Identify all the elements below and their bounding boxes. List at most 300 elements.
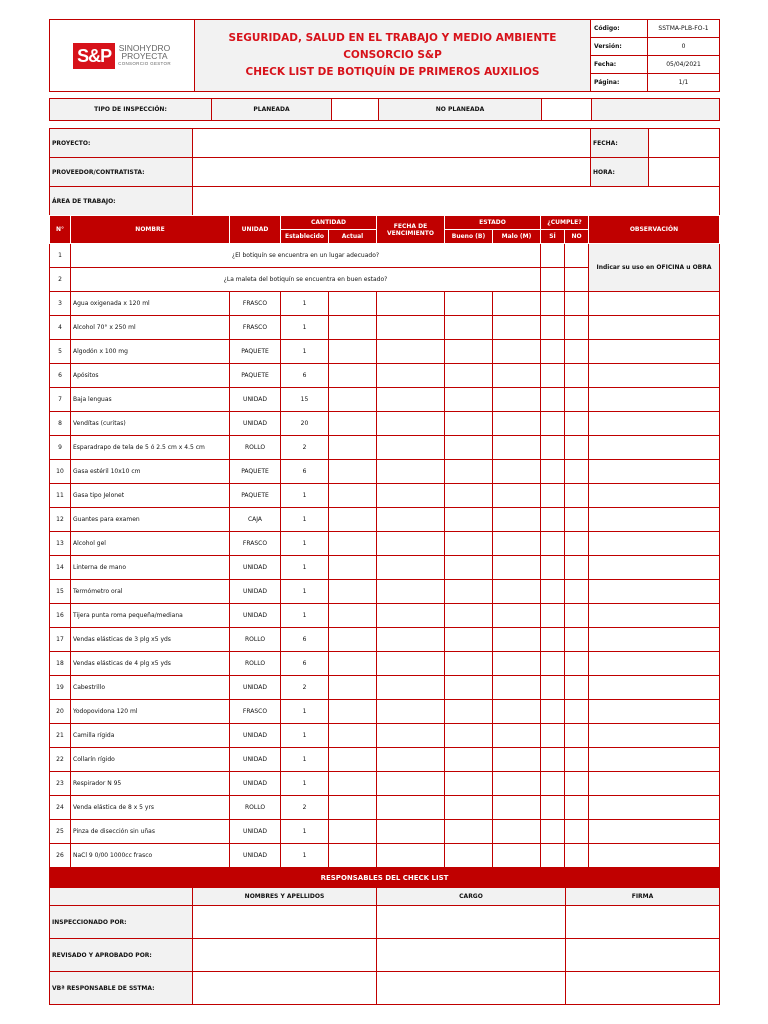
row-number: 21 (50, 724, 71, 748)
row-number: 9 (50, 436, 71, 460)
item-bad-field[interactable] (493, 436, 541, 460)
item-established: 6 (281, 628, 329, 652)
no-cell[interactable] (565, 268, 589, 292)
item-bad-field[interactable] (493, 556, 541, 580)
question-text: ¿La maleta del botiquín se encuentra en buen estado? (71, 268, 541, 292)
item-expiry-field[interactable] (377, 628, 445, 652)
inspection-type-row (49, 98, 720, 121)
row-number: 13 (50, 532, 71, 556)
item-actual-field[interactable] (329, 628, 377, 652)
item-no-field[interactable] (565, 484, 589, 508)
item-observation-field[interactable] (589, 412, 720, 436)
item-good-field[interactable] (445, 292, 493, 316)
item-name: Pinza de disección sin uñas (71, 820, 230, 844)
item-established: 2 (281, 796, 329, 820)
item-observation-field[interactable] (589, 436, 720, 460)
item-bad-field[interactable] (493, 676, 541, 700)
item-row (50, 460, 720, 484)
item-actual-field[interactable] (329, 508, 377, 532)
item-no-field[interactable] (565, 700, 589, 724)
item-unit: PAQUETE (230, 484, 281, 508)
row-number: 10 (50, 460, 71, 484)
item-row (50, 556, 720, 580)
item-unit: FRASCO (230, 532, 281, 556)
item-actual-field[interactable] (329, 388, 377, 412)
item-actual-field[interactable] (329, 436, 377, 460)
item-good-field[interactable] (445, 412, 493, 436)
item-no-field[interactable] (565, 628, 589, 652)
document-title (195, 20, 591, 92)
item-yes-field[interactable] (541, 844, 565, 868)
responsibles-table (49, 868, 720, 1005)
item-yes-field[interactable] (541, 484, 565, 508)
item-good-field[interactable] (445, 436, 493, 460)
item-good-field[interactable] (445, 532, 493, 556)
project-info (49, 128, 720, 216)
item-no-field[interactable] (565, 604, 589, 628)
item-no-field[interactable] (565, 556, 589, 580)
item-row (50, 316, 720, 340)
item-bad-field[interactable] (493, 844, 541, 868)
item-actual-field[interactable] (329, 460, 377, 484)
header-unit: UNIDAD (230, 216, 281, 244)
no-cell[interactable] (565, 244, 589, 268)
item-no-field[interactable] (565, 748, 589, 772)
item-actual-field[interactable] (329, 532, 377, 556)
item-good-field[interactable] (445, 316, 493, 340)
item-established: 20 (281, 412, 329, 436)
date-label: FECHA: (591, 129, 649, 158)
time-field[interactable] (649, 158, 720, 187)
sstma-name-field[interactable] (193, 972, 377, 1005)
item-yes-field[interactable] (541, 340, 565, 364)
item-expiry-field[interactable] (377, 292, 445, 316)
header-no-answer: NO (565, 230, 589, 244)
item-established: 1 (281, 556, 329, 580)
item-bad-field[interactable] (493, 460, 541, 484)
yes-cell[interactable] (541, 268, 565, 292)
item-observation-field[interactable] (589, 532, 720, 556)
item-observation-field[interactable] (589, 556, 720, 580)
item-good-field[interactable] (445, 556, 493, 580)
item-unit: PAQUETE (230, 364, 281, 388)
item-unit: UNIDAD (230, 604, 281, 628)
item-yes-field[interactable] (541, 772, 565, 796)
item-no-field[interactable] (565, 796, 589, 820)
item-observation-field[interactable] (589, 796, 720, 820)
item-established: 6 (281, 460, 329, 484)
item-expiry-field[interactable] (377, 436, 445, 460)
item-yes-field[interactable] (541, 676, 565, 700)
item-bad-field[interactable] (493, 412, 541, 436)
item-good-field[interactable] (445, 364, 493, 388)
row-number: 23 (50, 772, 71, 796)
role-header: CARGO (377, 888, 566, 906)
item-bad-field[interactable] (493, 748, 541, 772)
project-field[interactable] (193, 129, 591, 158)
item-good-field[interactable] (445, 676, 493, 700)
item-yes-field[interactable] (541, 412, 565, 436)
item-name: Camilla rígida (71, 724, 230, 748)
item-yes-field[interactable] (541, 532, 565, 556)
item-bad-field[interactable] (493, 388, 541, 412)
item-expiry-field[interactable] (377, 724, 445, 748)
item-expiry-field[interactable] (377, 508, 445, 532)
item-actual-field[interactable] (329, 724, 377, 748)
item-row (50, 580, 720, 604)
item-observation-field[interactable] (589, 508, 720, 532)
item-row (50, 772, 720, 796)
item-observation-field[interactable] (589, 604, 720, 628)
item-observation-field[interactable] (589, 700, 720, 724)
item-unit: PAQUETE (230, 460, 281, 484)
item-name: Cabestrillo (71, 676, 230, 700)
item-yes-field[interactable] (541, 652, 565, 676)
area-label: ÁREA DE TRABAJO: (50, 187, 193, 216)
item-yes-field[interactable] (541, 628, 565, 652)
item-expiry-field[interactable] (377, 772, 445, 796)
item-expiry-field[interactable] (377, 580, 445, 604)
inspected-by-label: INSPECCIONADO POR: (50, 906, 193, 939)
item-actual-field[interactable] (329, 652, 377, 676)
unplanned-checkbox[interactable] (542, 99, 592, 121)
item-name: Apósitos (71, 364, 230, 388)
item-good-field[interactable] (445, 580, 493, 604)
contractor-label: PROVEEDOR/CONTRATISTA: (50, 158, 193, 187)
item-row (50, 412, 720, 436)
sstma-role-field[interactable] (377, 972, 566, 1005)
item-yes-field[interactable] (541, 580, 565, 604)
item-no-field[interactable] (565, 844, 589, 868)
item-expiry-field[interactable] (377, 388, 445, 412)
item-good-field[interactable] (445, 484, 493, 508)
item-established: 1 (281, 532, 329, 556)
item-row (50, 484, 720, 508)
item-no-field[interactable] (565, 316, 589, 340)
item-name: Alcohol gel (71, 532, 230, 556)
signature-header: FIRMA (566, 888, 720, 906)
item-bad-field[interactable] (493, 604, 541, 628)
item-expiry-field[interactable] (377, 484, 445, 508)
item-good-field[interactable] (445, 340, 493, 364)
header-good: Bueno (B) (445, 230, 493, 244)
item-actual-field[interactable] (329, 580, 377, 604)
item-unit: UNIDAD (230, 556, 281, 580)
item-row (50, 508, 720, 532)
item-expiry-field[interactable] (377, 460, 445, 484)
item-no-field[interactable] (565, 412, 589, 436)
meta-value-date: 05/04/2021 (648, 56, 720, 74)
row-number: 8 (50, 412, 71, 436)
item-row (50, 796, 720, 820)
row-number: 6 (50, 364, 71, 388)
header-actual: Actual (329, 230, 377, 244)
row-number: 11 (50, 484, 71, 508)
item-bad-field[interactable] (493, 364, 541, 388)
item-actual-field[interactable] (329, 292, 377, 316)
item-yes-field[interactable] (541, 316, 565, 340)
meta-label-page: Página: (591, 74, 648, 92)
item-observation-field[interactable] (589, 316, 720, 340)
item-good-field[interactable] (445, 700, 493, 724)
yes-cell[interactable] (541, 244, 565, 268)
item-row (50, 652, 720, 676)
item-name: Vendítas (curitas) (71, 412, 230, 436)
item-observation-field[interactable] (589, 388, 720, 412)
item-actual-field[interactable] (329, 604, 377, 628)
item-no-field[interactable] (565, 652, 589, 676)
item-bad-field[interactable] (493, 652, 541, 676)
item-actual-field[interactable] (329, 556, 377, 580)
item-established: 2 (281, 436, 329, 460)
item-no-field[interactable] (565, 508, 589, 532)
item-good-field[interactable] (445, 724, 493, 748)
item-unit: PAQUETE (230, 340, 281, 364)
meta-value-page: 1/1 (648, 74, 720, 92)
item-established: 15 (281, 388, 329, 412)
item-unit: ROLLO (230, 628, 281, 652)
item-good-field[interactable] (445, 508, 493, 532)
item-no-field[interactable] (565, 292, 589, 316)
row-number: 5 (50, 340, 71, 364)
contractor-field[interactable] (193, 158, 591, 187)
item-yes-field[interactable] (541, 604, 565, 628)
meta-label-version: Versión: (591, 38, 648, 56)
question-text: ¿El botiquín se encuentra en un lugar adecuado? (71, 244, 541, 268)
meta-label-date: Fecha: (591, 56, 648, 74)
item-yes-field[interactable] (541, 796, 565, 820)
item-row (50, 628, 720, 652)
item-bad-field[interactable] (493, 340, 541, 364)
item-observation-field[interactable] (589, 844, 720, 868)
item-observation-field[interactable] (589, 580, 720, 604)
item-expiry-field[interactable] (377, 340, 445, 364)
item-actual-field[interactable] (329, 412, 377, 436)
item-expiry-field[interactable] (377, 532, 445, 556)
row-number: 3 (50, 292, 71, 316)
item-no-field[interactable] (565, 676, 589, 700)
approved-by-role-field[interactable] (377, 939, 566, 972)
item-no-field[interactable] (565, 340, 589, 364)
item-no-field[interactable] (565, 820, 589, 844)
item-established: 6 (281, 652, 329, 676)
item-observation-field[interactable] (589, 460, 720, 484)
item-established: 1 (281, 604, 329, 628)
header-complies: ¿CUMPLE? (541, 216, 589, 230)
inspection-type-label: TIPO DE INSPECCIÓN: (50, 99, 212, 121)
item-no-field[interactable] (565, 580, 589, 604)
item-established: 1 (281, 700, 329, 724)
item-expiry-field[interactable] (377, 412, 445, 436)
item-bad-field[interactable] (493, 316, 541, 340)
item-yes-field[interactable] (541, 748, 565, 772)
item-expiry-field[interactable] (377, 316, 445, 340)
item-yes-field[interactable] (541, 724, 565, 748)
item-unit: ROLLO (230, 652, 281, 676)
meta-label-code: Código: (591, 20, 648, 38)
item-name: Yodopovidona 120 ml (71, 700, 230, 724)
meta-value-version: 0 (648, 38, 720, 56)
header-observation: OBSERVACIÓN (589, 216, 720, 244)
item-actual-field[interactable] (329, 772, 377, 796)
item-unit: UNIDAD (230, 748, 281, 772)
header-no: N° (50, 216, 71, 244)
item-bad-field[interactable] (493, 628, 541, 652)
item-bad-field[interactable] (493, 724, 541, 748)
item-expiry-field[interactable] (377, 844, 445, 868)
item-bad-field[interactable] (493, 532, 541, 556)
inspected-by-signature-field[interactable] (566, 906, 720, 939)
responsibles-title: RESPONSABLES DEL CHECK LIST (50, 869, 720, 888)
item-no-field[interactable] (565, 388, 589, 412)
item-observation-field[interactable] (589, 820, 720, 844)
item-observation-field[interactable] (589, 772, 720, 796)
item-observation-field[interactable] (589, 292, 720, 316)
item-expiry-field[interactable] (377, 748, 445, 772)
item-observation-field[interactable] (589, 748, 720, 772)
item-yes-field[interactable] (541, 460, 565, 484)
item-name: Agua oxigenada x 120 ml (71, 292, 230, 316)
item-expiry-field[interactable] (377, 604, 445, 628)
item-no-field[interactable] (565, 724, 589, 748)
item-yes-field[interactable] (541, 292, 565, 316)
item-name: Collarín rígido (71, 748, 230, 772)
header-expiry: FECHA DE VENCIMIENTO (377, 216, 445, 244)
item-good-field[interactable] (445, 844, 493, 868)
item-good-field[interactable] (445, 796, 493, 820)
item-established: 1 (281, 484, 329, 508)
observation-note: Indicar su uso en OFICINA u OBRA (589, 244, 720, 292)
item-good-field[interactable] (445, 388, 493, 412)
item-actual-field[interactable] (329, 748, 377, 772)
item-bad-field[interactable] (493, 292, 541, 316)
row-number: 1 (50, 244, 71, 268)
sstma-approval-label: VBª RESPONSABLE DE SSTMA: (50, 972, 193, 1005)
item-name: NaCl 9 0/00 1000cc frasco (71, 844, 230, 868)
item-actual-field[interactable] (329, 820, 377, 844)
item-bad-field[interactable] (493, 772, 541, 796)
item-good-field[interactable] (445, 748, 493, 772)
item-observation-field[interactable] (589, 676, 720, 700)
item-name: Baja lenguas (71, 388, 230, 412)
item-actual-field[interactable] (329, 844, 377, 868)
item-actual-field[interactable] (329, 364, 377, 388)
sstma-signature-field[interactable] (566, 972, 720, 1005)
item-established: 1 (281, 292, 329, 316)
item-expiry-field[interactable] (377, 556, 445, 580)
item-established: 1 (281, 772, 329, 796)
item-observation-field[interactable] (589, 364, 720, 388)
item-unit: ROLLO (230, 796, 281, 820)
item-actual-field[interactable] (329, 676, 377, 700)
item-yes-field[interactable] (541, 820, 565, 844)
item-no-field[interactable] (565, 772, 589, 796)
item-no-field[interactable] (565, 364, 589, 388)
item-no-field[interactable] (565, 532, 589, 556)
item-name: Guantes para examen (71, 508, 230, 532)
row-number: 7 (50, 388, 71, 412)
item-observation-field[interactable] (589, 628, 720, 652)
date-field[interactable] (649, 129, 720, 158)
item-bad-field[interactable] (493, 508, 541, 532)
item-observation-field[interactable] (589, 340, 720, 364)
item-row (50, 340, 720, 364)
item-expiry-field[interactable] (377, 820, 445, 844)
item-bad-field[interactable] (493, 580, 541, 604)
item-observation-field[interactable] (589, 724, 720, 748)
row-number: 24 (50, 796, 71, 820)
item-observation-field[interactable] (589, 652, 720, 676)
approved-by-name-field[interactable] (193, 939, 377, 972)
item-bad-field[interactable] (493, 700, 541, 724)
inspected-by-role-field[interactable] (377, 906, 566, 939)
item-actual-field[interactable] (329, 484, 377, 508)
item-actual-field[interactable] (329, 340, 377, 364)
header-name: NOMBRE (71, 216, 230, 244)
item-expiry-field[interactable] (377, 676, 445, 700)
item-actual-field[interactable] (329, 700, 377, 724)
item-established: 1 (281, 724, 329, 748)
meta-value-code: SSTMA-PLB-FO-1 (648, 20, 720, 38)
item-yes-field[interactable] (541, 700, 565, 724)
item-good-field[interactable] (445, 604, 493, 628)
item-no-field[interactable] (565, 460, 589, 484)
item-unit: FRASCO (230, 316, 281, 340)
item-good-field[interactable] (445, 820, 493, 844)
item-unit: ROLLO (230, 436, 281, 460)
item-yes-field[interactable] (541, 388, 565, 412)
item-expiry-field[interactable] (377, 364, 445, 388)
item-yes-field[interactable] (541, 556, 565, 580)
item-yes-field[interactable] (541, 508, 565, 532)
item-good-field[interactable] (445, 628, 493, 652)
header-state: ESTADO (445, 216, 541, 230)
inspected-by-name-field[interactable] (193, 906, 377, 939)
planned-checkbox[interactable] (332, 99, 379, 121)
item-bad-field[interactable] (493, 796, 541, 820)
logo-mark: S&P (73, 43, 115, 69)
item-actual-field[interactable] (329, 796, 377, 820)
item-no-field[interactable] (565, 436, 589, 460)
item-bad-field[interactable] (493, 484, 541, 508)
item-good-field[interactable] (445, 460, 493, 484)
item-actual-field[interactable] (329, 316, 377, 340)
item-bad-field[interactable] (493, 820, 541, 844)
unplanned-label: NO PLANEADA (379, 99, 542, 121)
item-expiry-field[interactable] (377, 652, 445, 676)
item-yes-field[interactable] (541, 364, 565, 388)
item-good-field[interactable] (445, 652, 493, 676)
item-observation-field[interactable] (589, 484, 720, 508)
item-established: 1 (281, 340, 329, 364)
area-field[interactable] (193, 187, 720, 216)
item-expiry-field[interactable] (377, 796, 445, 820)
approved-by-signature-field[interactable] (566, 939, 720, 972)
item-name: Respirador N 95 (71, 772, 230, 796)
checklist-table (49, 215, 720, 868)
item-yes-field[interactable] (541, 436, 565, 460)
company-logo: S&P SINOHYDRO PROYECTA CONSORCIO GESTOR (50, 20, 195, 92)
item-established: 1 (281, 844, 329, 868)
header-quantity: CANTIDAD (281, 216, 377, 230)
item-established: 6 (281, 364, 329, 388)
time-label: HORA: (591, 158, 649, 187)
item-row (50, 748, 720, 772)
row-number: 17 (50, 628, 71, 652)
item-expiry-field[interactable] (377, 700, 445, 724)
item-name: Gasa estéril 10x10 cm (71, 460, 230, 484)
item-good-field[interactable] (445, 772, 493, 796)
